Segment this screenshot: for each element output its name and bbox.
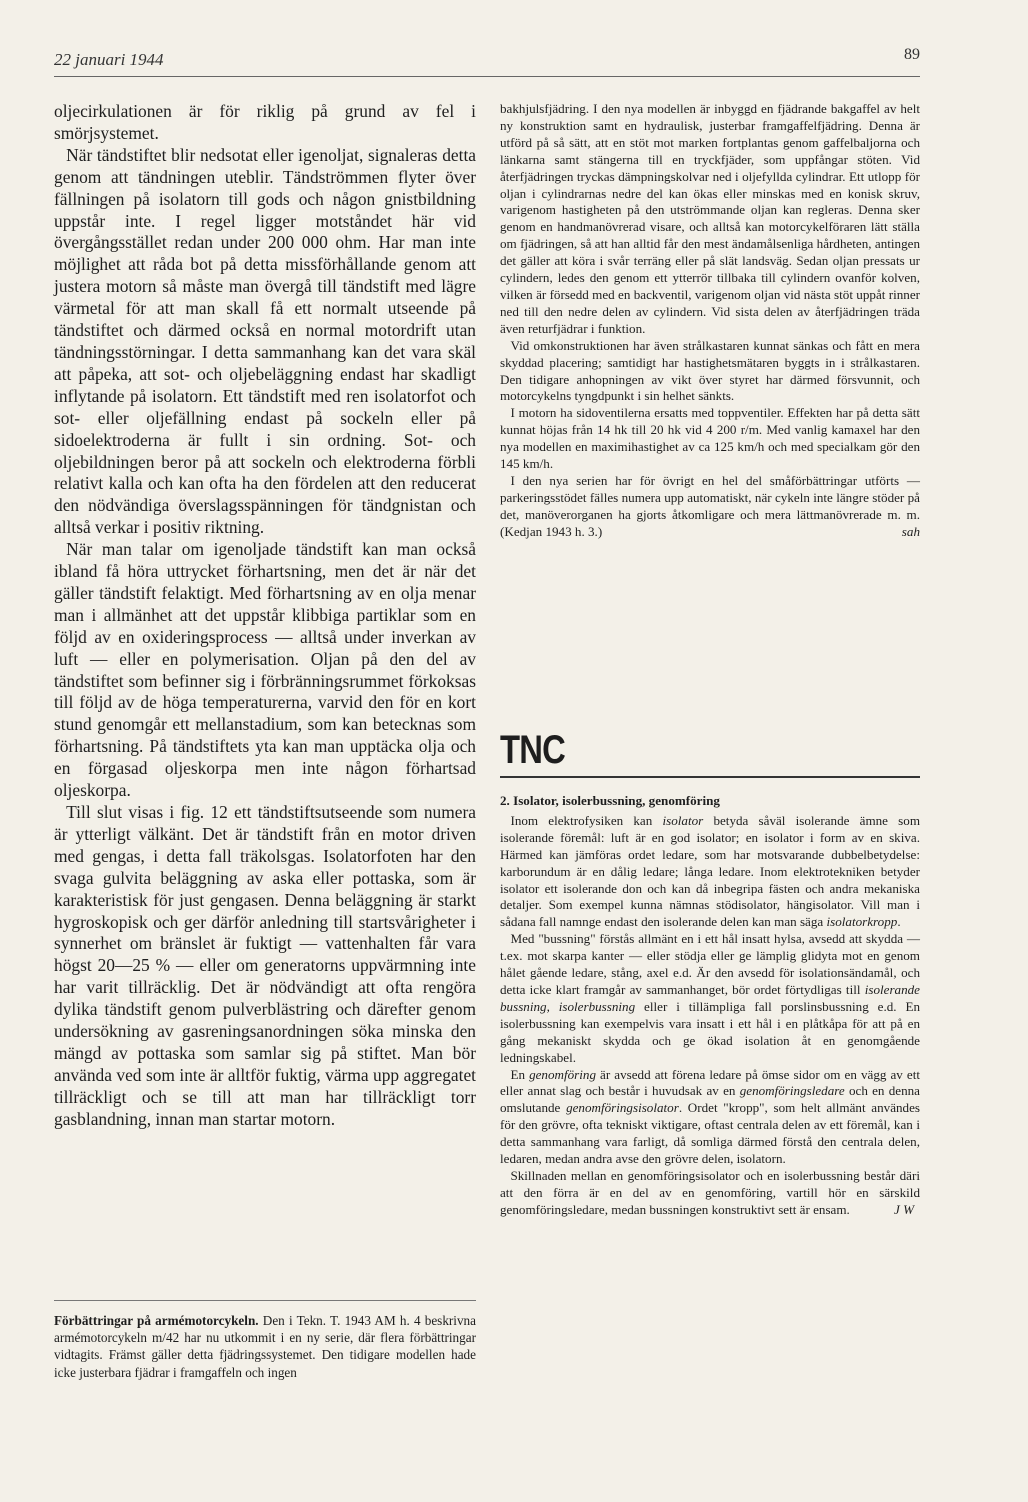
term: genomföringsisolator [566,1100,679,1116]
tnc-heading: 2. Isolator, isolerbussning, genomföring [500,793,720,808]
author-signature: sah [901,523,920,539]
news-note-paragraph [54,1312,476,1381]
left-column [54,101,476,1131]
tnc-paragraph [500,1168,920,1219]
text-run: och en denna omslutande [500,1083,920,1116]
page-number: 89 [904,46,920,63]
text-run: Med "bussning" förstås allmänt en i ett hål insatt hylsa, avsedd att skydda — t.ex. mot skarpa kanter — eller stödja eller ge lämplig glidyta mot en genom hålet gående ledare, stång, axel e.d. Är den avsedd för isolationsändamål, och detta icke klart framgår av sammanhanget, bör ordet förtydligas till [500,931,920,997]
text-run: En [510,1066,530,1082]
tnc-paragraph [500,1067,920,1168]
right-paragraph-text: I den nya serien har för övrigt en hel del småförbättringar utförts — parkeringsstödet fälles numera upp automatiskt, när cykeln inte längre stöder på det, manöverorganen ha gjorts åtkomligare och mera lättmanövrerade m. m. (Kedjan 1943 h. 3.) [500,472,920,539]
right-paragraph: bakhjulsfjädring. I den nya modellen är inbyggd en fjädrande bakgaffel av helt ny konstruktion samt en hydraulisk, justerbar framgaffelfjädring. Denna är utförd på så sätt, att en stöt mot marken fortplantas genom gaffelbaljorna och länkarna samt stängerna till en tryckfjäder, som uppfångar stöten. Vid återfjädringen tryckas dämpningskolvar ned i oljefyllda cylindrar. Ett utlopp för oljan i cylindrarnas nedre del kan ökas eller minskas med en konisk skruv, varigenom hastigheten på den utströmmande oljan kan regleras. Denna sker genom en handmanövrerad visare, och alltså kan motorcykelföraren lätt ställa om fjädringen, så att han alltid får den mest ändamålsenliga hårdheten, antingen det gäller att köra i svår terräng eller på slät landsväg. Sedan oljan pressats ur cylindern, ledes den genom ett ytterrör tillbaka till cylindern ovanför kolven, vilken är försedd med en backventil, varigenom oljan vid nästa stöt uppåt rinner ned till den nedre delen av cylindern. Vid sista delen av återfjädringen träda även returfjädrar i funktion. [500,101,920,336]
header-rule [54,76,920,77]
term: isolator [662,812,704,828]
left-paragraph: När tändstiftet blir nedsotat eller igenoljat, signaleras detta genom att tändningen uteblir. Tändströmmen flyter över fällningen på isolatorn till gods och någon gnistbildning uppstår inte. I regel ligger motståndet här vid övergångsstället redan under 200 000 ohm. Har man inte möjlighet att råda bot på detta missförhållande genom att justera motorn så måste man övergå till tändstift med lägre värmetal för att man skall få ett normalt utseende på tändstiftet och därmed också en normal motordrift utan tändningsstörningar. I detta sammanhang kan det vara skäl att påpeka, att sot- och oljebeläggning endast har skadligt inflytande på isolatorn. Ett tändstift med ren isolatorfot och sot- eller oljefällning endast på sockeln eller på sidoelektroderna är fullt i sin ordning. Sot- och oljebildningen beror på att sockeln och elektroderna förbli relativt kalla och kan ofta ha den fördelen att den reducerat den nödvändiga överslagsspänningen för tändgnistan och alltså verkar i positiv riktning. [54,144,476,538]
term: isolerande bussning, isolerbussning [500,981,920,1014]
right-column [500,101,920,541]
right-paragraph-last [500,473,920,541]
tnc-section [500,793,920,1219]
news-note-text: Den i Tekn. T. 1943 AM h. 4 beskrivna armémotorcykeln m/42 har nu utkommit i en ny serie, där flera förbättringar vidtagits. Främst gäller detta fjädringssystemet. Den tidigare modellen hade icke justerbara fjädrar i framgaffeln och ingen [54,1313,477,1380]
news-note-heading: Förbättringar på armémotorcykeln. [54,1313,259,1328]
text-run: är avsedd att förena ledare på ömse sidor om en vägg av ett eller annat slag och består i huvudsak av en [500,1066,920,1099]
right-paragraph: Vid omkonstruktionen har även strålkastaren kunnat sänkas och fått en mera skyddad placering; samtidigt har hastighetsmätaren byggts in i strålkastaren. Den tidigare anhopningen av vikt över styret har därmed försvunnit, och motorcykelns tyngdpunkt i sin helhet sänkts. [500,337,920,404]
text-run: . [897,914,901,930]
news-note [54,1312,476,1381]
text-run: Skillnaden mellan en genomföringsisolator och en isolerbussning består däri att den förra är en del av en genomföring, vartill hör en särskild genomföringsledare, medan bussningen konstruktivt sett är ensam. [500,1167,920,1217]
right-paragraph: I motorn ha sidoventilerna ersatts med toppventiler. Effekten har på detta sätt kunnat höjas från 14 hk till 20 hk vid 4 200 r/m. Med vanlig kamaxel har den nya modellen en maximihastighet av ca 125 km/h och med specialkam gör den 145 km/h. [500,405,920,472]
text-run: . Ordet "kropp", som helt allmänt användes för den grövre, ofta tekniskt viktigare, oftast centrala delen av ett föremål, kan i detta sammanhang vara farligt, då somliga därmed förstå den centrala delen, ledaren, medan andra avse den grövre delen, isolatorn. [500,1100,921,1167]
term: genomföring [529,1066,596,1082]
issue-date: 22 januari 1944 [54,50,164,69]
term: isolatorkropp [826,914,898,930]
left-paragraph: När man talar om igenoljade tändstift kan man också ibland få höra uttrycket förhartsning, men det är när det gäller tändstift felaktigt. Med förhartsning av en olja menar man i allmänhet att det uppstår klibbiga partiklar som en följd av en oxideringsprocess — alltså under inverkan av luft — eller en polymerisation. Oljan på den del av tändstiftet som befinner sig i förbränningsrummet förkoksas till följd av de höga temperaturerna, varvid den för en kort stund genomgår ett mellanstadium, som kan betecknas som förhartsning. På tändstiftets yta kan man upptäcka olja och en förgasad oljeskorpa men inte någon förhartsad oljeskorpa. [54,539,476,801]
author-signature: J W [894,1201,914,1217]
tnc-paragraph [500,931,920,1066]
left-paragraph: oljecirkulationen är för riklig på grund av fel i smörjsystemet. [54,101,476,143]
column-separator-rule [54,1300,476,1301]
text-run: betyda såväl isolerande ämne som isolerande föremål: luft är en god isolator; en isolator i form av en skiva. Härmed kan jämföras ordet ledare, som har motsvarande dubbelbetydelse: karborundum är en dålig ledare; långa ledare. Inom elektrotekniken betyder isolator ett isolerande don och kan då inbegripa fästen och andra mekaniska detaljer. Som exempel kunna nämnas stödisolator, hängisolator. Vill man i sådana fall namnge endast den isolerande delen kan man säga [500,812,921,930]
left-paragraph: Till slut visas i fig. 12 ett tändstiftsutseende som numera är ytterligt välkänt. Det är tändstift från en motor driven med gengas, i detta fall träkolsgas. Isolatorfoten har den svaga gulvita beläggning av aska eller pottaska, som är karakteristisk för just gengasen. Denna beläggning är starkt hygroskopisk och ger därför anledning till startsvårigheter i synnerhet om bränslet är fuktigt — vattenhalten får vara högst 20—25 % — eller om generatorns uppvärmning inte har varit tillräcklig. Det är nödvändigt att ofta rengöra dylika tändstift genom pulverblästring och därefter genom undersökning av gasreningsanordningen söka minska den mängd av pottaska som samlar sig på stiftet. Man bör använda ved som inte är alltför fuktig, värma upp aggregatet tillräckligt och se till att man har tillräckligt torr gasblandning, innan man startar motorn. [54,802,476,1129]
text-run: eller i tillämpliga fall porslinsbussning e.d. En isolerbussning kan exempelvis vara insatt i ett hål i en plåtkåpa för att på en gång mekaniskt skydda och ge ökad isolation åt en genomgående ledningskabel. [500,998,920,1065]
tnc-paragraph [500,813,920,931]
tnc-rule [500,776,920,778]
tnc-logo: TNC [500,728,565,772]
text-run: Inom elektrofysiken kan [510,812,663,828]
term: genomföringsledare [739,1083,845,1099]
